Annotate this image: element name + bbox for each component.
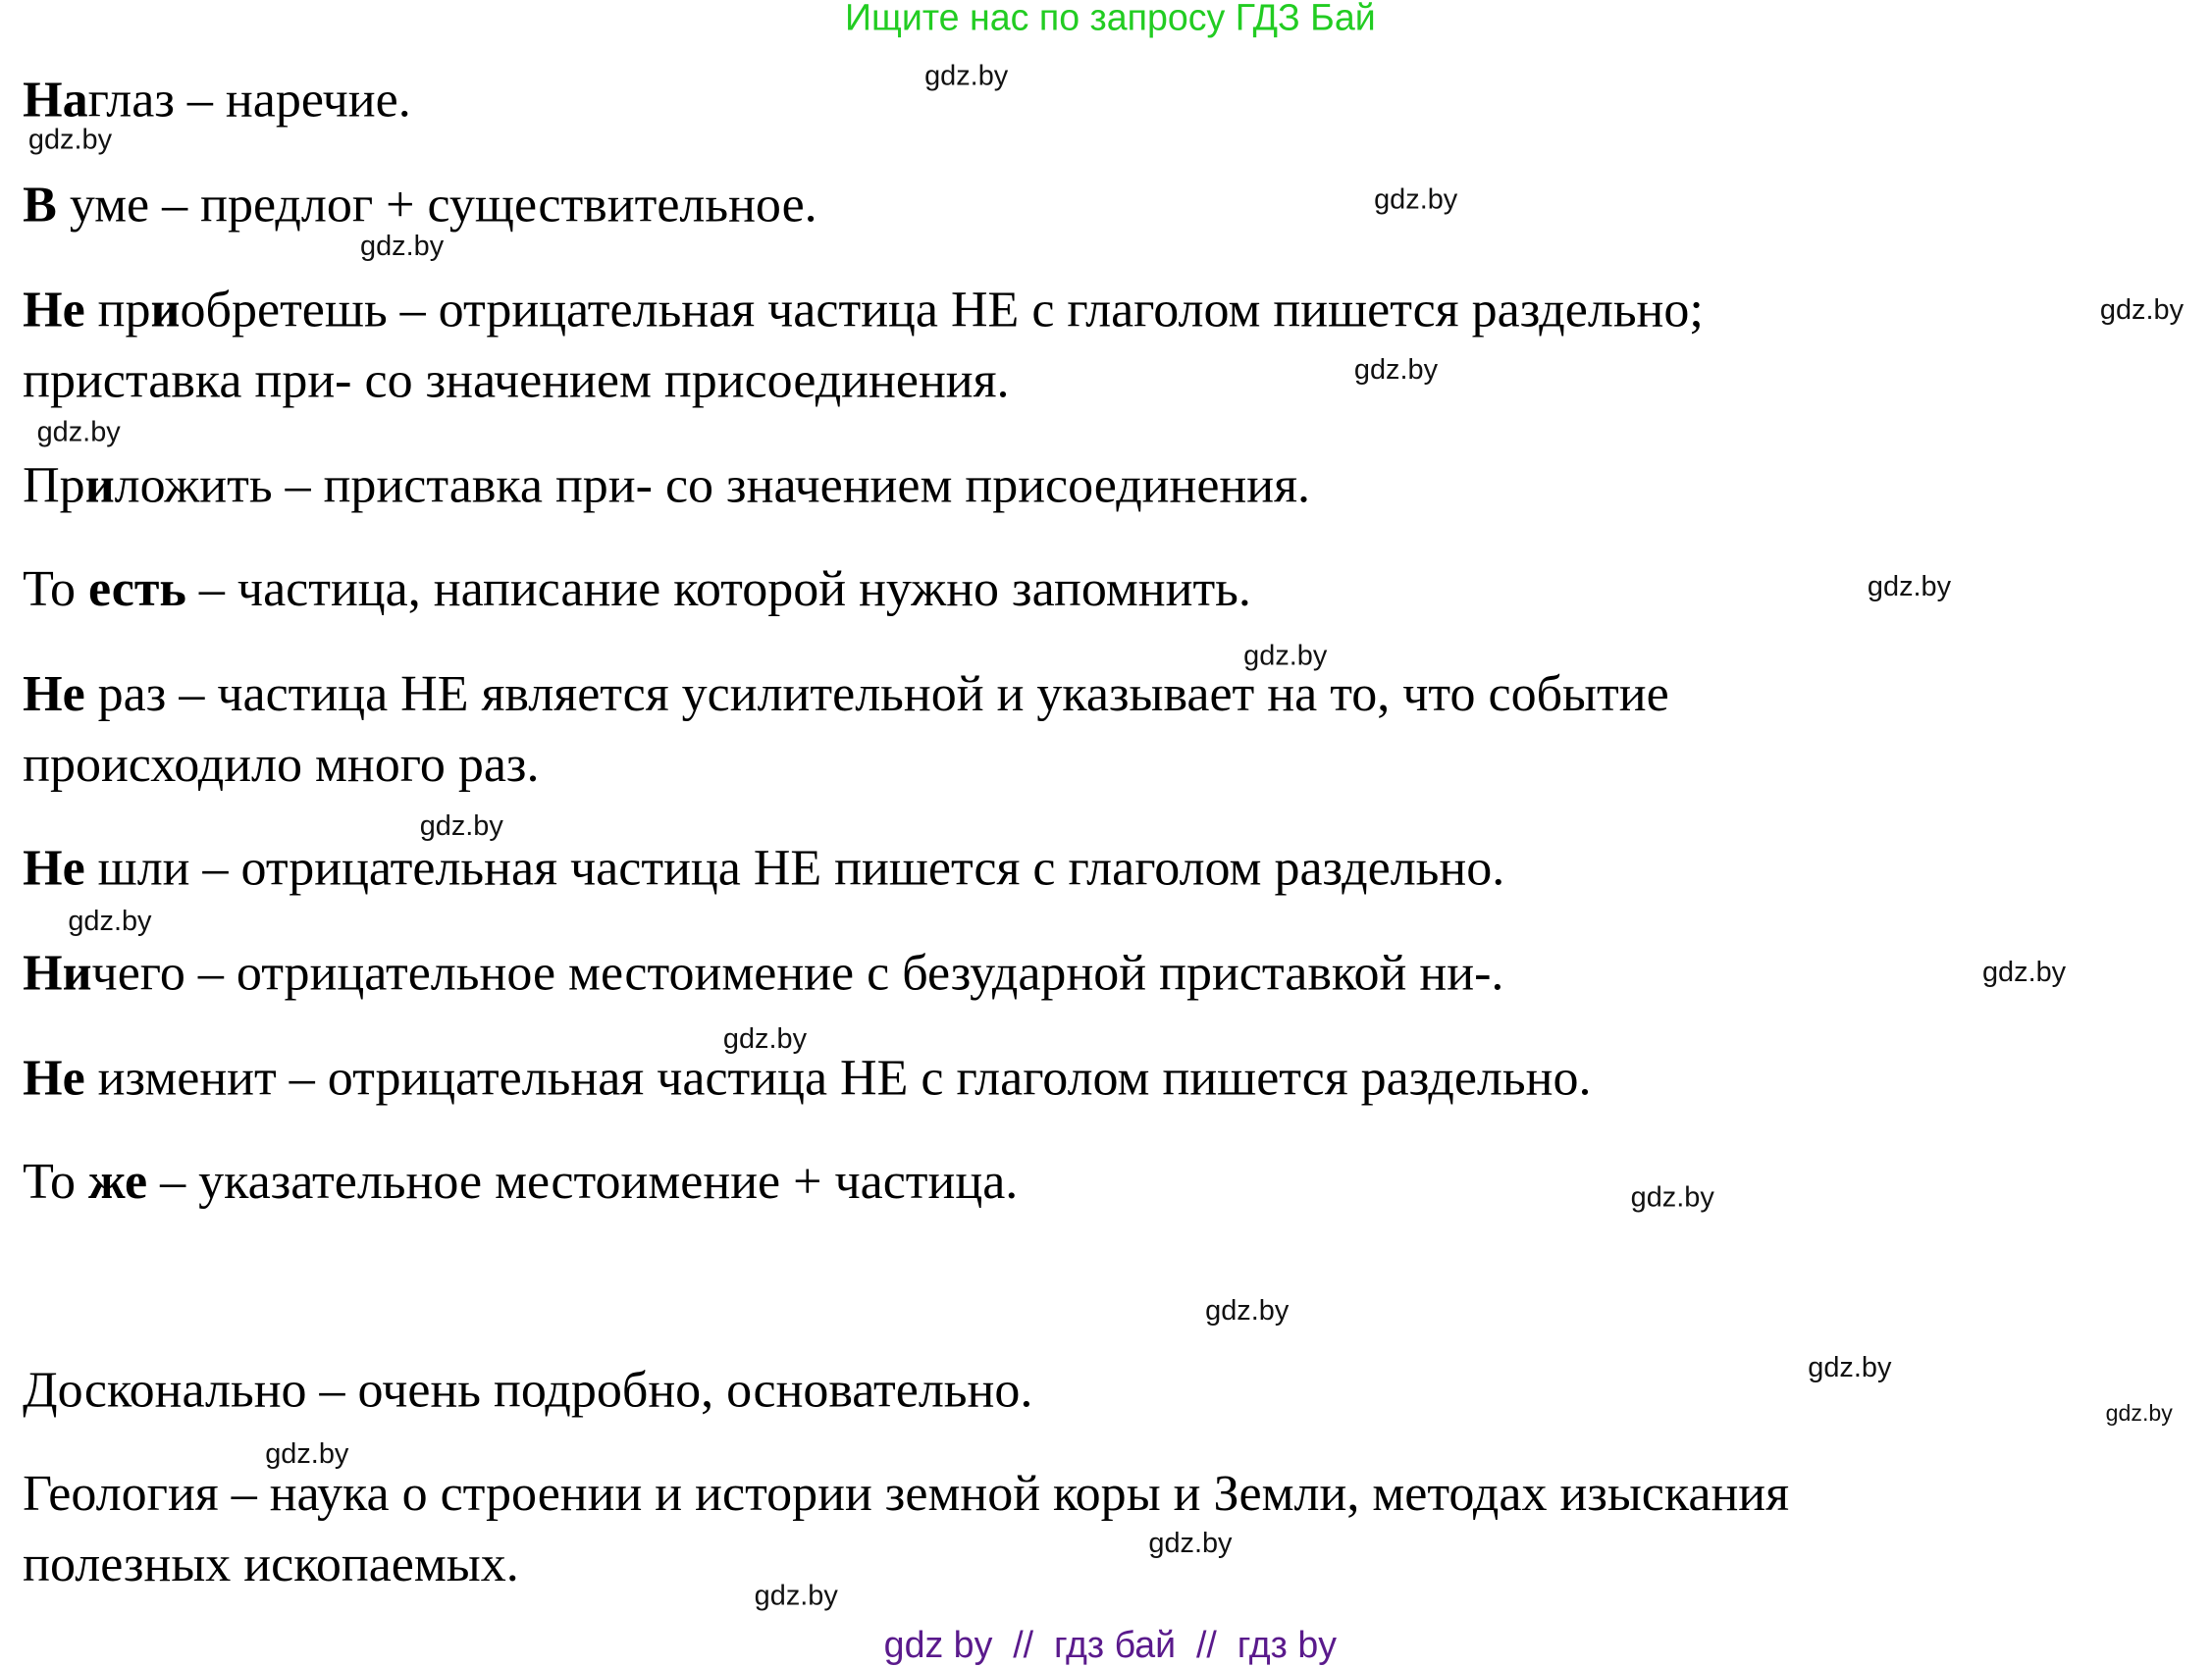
bold-fragment: Не bbox=[23, 839, 85, 897]
text-line bbox=[23, 1361, 1032, 1418]
text-fragment: глаз – наречие. bbox=[87, 71, 411, 129]
text-fragment: уме – предлог + существительное. bbox=[56, 176, 817, 233]
watermark: gdz.by bbox=[2099, 294, 2185, 327]
text-line bbox=[23, 736, 539, 793]
watermark: gdz.by bbox=[1981, 957, 2067, 989]
watermark: gdz.by bbox=[360, 231, 445, 263]
text-fragment: ложить – приставка при- со значением присоединения. bbox=[114, 456, 1311, 514]
watermark: gdz.by bbox=[1205, 1295, 1290, 1328]
watermark: gdz.by bbox=[265, 1438, 349, 1471]
bold-fragment: и bbox=[150, 281, 181, 338]
text-fragment: обретешь – отрицательная частица НЕ с глаголом пишется раздельно; bbox=[180, 281, 1704, 338]
text-fragment: полезных ископаемых. bbox=[23, 1535, 519, 1592]
watermark: gdz.by bbox=[1808, 1352, 1892, 1384]
watermark: gdz.by bbox=[1867, 571, 1952, 603]
watermark: gdz.by bbox=[924, 61, 1009, 92]
text-fragment: То bbox=[23, 559, 89, 617]
watermark: gdz.by bbox=[1374, 183, 1458, 216]
watermark: gdz.by bbox=[68, 906, 152, 938]
text-fragment: – частица, написание которой нужно запомнить. bbox=[185, 559, 1251, 617]
bold-fragment: Не bbox=[23, 281, 85, 338]
watermark: gdz.by bbox=[1630, 1182, 1714, 1214]
watermark: gdz.by bbox=[419, 810, 503, 843]
text-fragment: Пр bbox=[23, 456, 85, 514]
text-line bbox=[23, 1153, 1018, 1210]
text-fragment: приставка при- со значением присоединения. bbox=[23, 351, 1010, 409]
footer-links: gdz by // гдз бай // гдз by bbox=[883, 1623, 1338, 1666]
text-line bbox=[23, 71, 411, 128]
watermark: gdz.by bbox=[754, 1581, 838, 1612]
bold-fragment: Не bbox=[23, 1049, 85, 1107]
text-fragment: Геология – наука о строении и истории земной коры и Земли, методах изыскания bbox=[23, 1464, 1790, 1522]
text-line bbox=[23, 560, 1251, 617]
text-fragment: чего – отрицательное местоимение с безударной приставкой ни-. bbox=[91, 944, 1504, 1002]
watermark: gdz.by bbox=[1243, 641, 1328, 672]
text-line bbox=[23, 176, 817, 233]
text-fragment: раз – частица НЕ является усилительной и указывает на то, что событие bbox=[84, 664, 1669, 722]
text-fragment: изменит – отрицательная частица НЕ с глаголом пишется раздельно. bbox=[84, 1049, 1592, 1107]
text-line bbox=[23, 456, 1310, 513]
bold-fragment: Не bbox=[23, 664, 85, 722]
text-fragment: – указательное местоимение + частица. bbox=[147, 1152, 1019, 1210]
text-fragment: шли – отрицательная частица НЕ пишется с глаголом раздельно. bbox=[84, 839, 1505, 897]
text-line bbox=[23, 1465, 1789, 1522]
text-fragment: происходило много раз. bbox=[23, 735, 540, 793]
bold-fragment: же bbox=[88, 1152, 148, 1210]
text-fragment: То bbox=[23, 1152, 89, 1210]
text-line bbox=[23, 1536, 519, 1592]
bold-fragment: В bbox=[23, 176, 57, 233]
text-line bbox=[23, 944, 1503, 1001]
watermark: gdz.by bbox=[722, 1023, 808, 1056]
search-banner: Ищите нас по запросу ГДЗ Бай bbox=[844, 0, 1376, 39]
text-fragment: Досконально – очень подробно, основательно. bbox=[23, 1361, 1033, 1418]
text-line bbox=[23, 1049, 1591, 1106]
watermark: gdz.by bbox=[36, 416, 121, 448]
text-line bbox=[23, 351, 1009, 408]
watermark: gdz.by bbox=[1148, 1528, 1233, 1560]
bold-fragment: есть bbox=[88, 559, 186, 617]
bold-fragment: На bbox=[23, 71, 88, 129]
bold-fragment: и bbox=[84, 456, 115, 514]
watermark: gdz.by bbox=[2105, 1402, 2173, 1427]
watermark: gdz.by bbox=[1353, 354, 1439, 387]
text-line bbox=[23, 839, 1504, 896]
text-line bbox=[23, 665, 1669, 722]
bold-fragment: Ни bbox=[23, 944, 92, 1002]
text-line bbox=[23, 281, 1704, 338]
watermark: gdz.by bbox=[27, 125, 113, 156]
text-fragment: пр bbox=[84, 281, 151, 338]
